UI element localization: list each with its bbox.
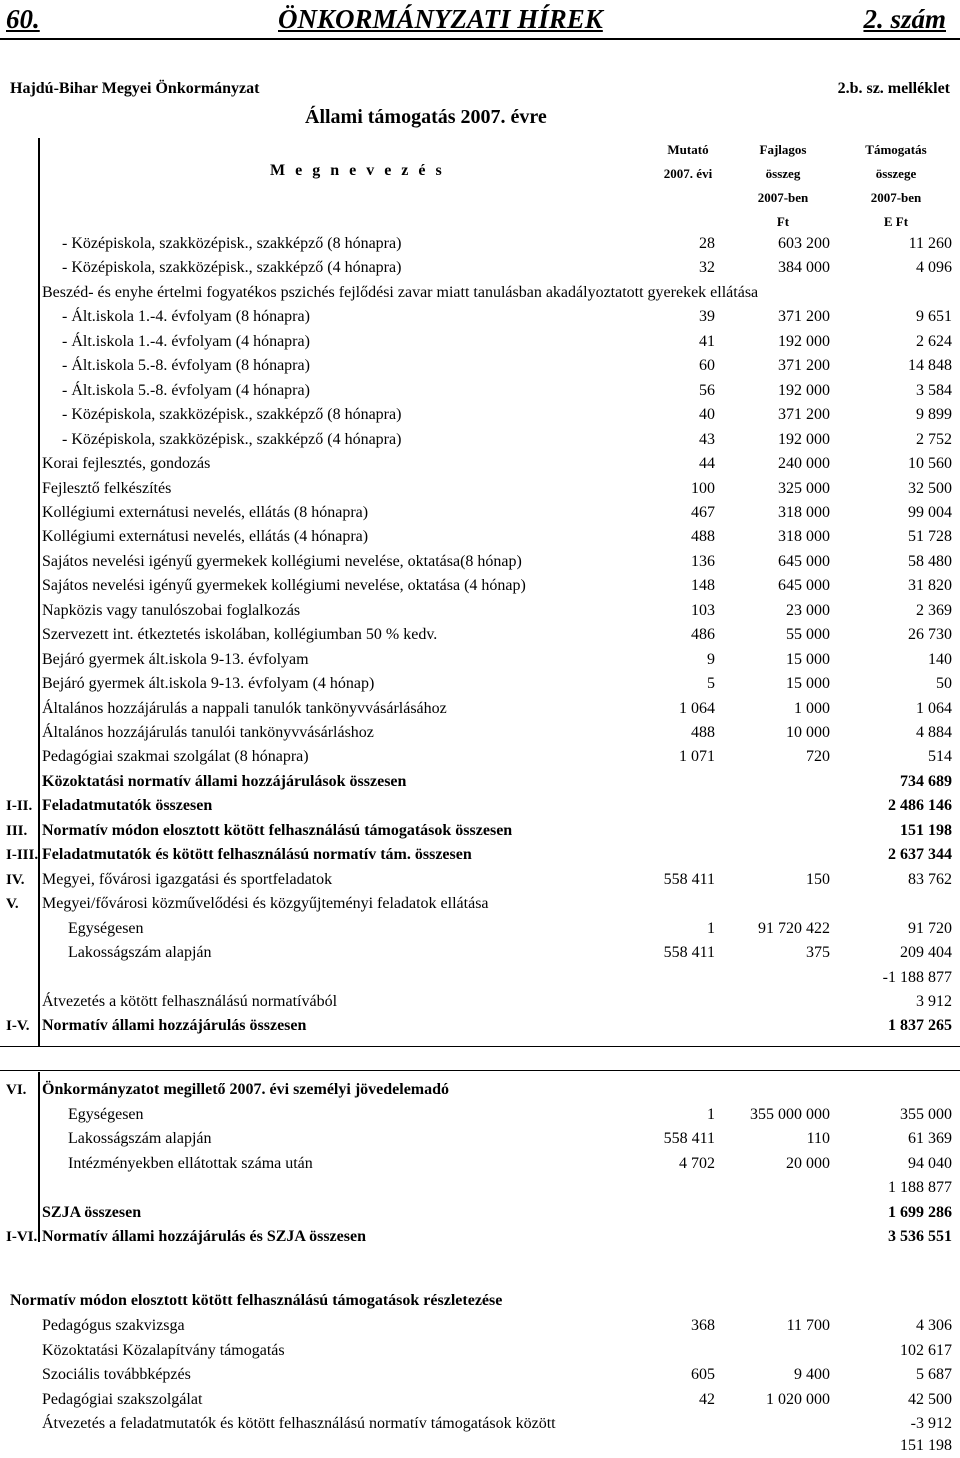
indicator-value: 605 [691,1366,715,1383]
row-label: - Ált.iskola 5.-8. évfolyam (8 hónapra) [62,357,310,375]
table-row [0,1339,960,1363]
table-row [0,452,960,476]
support-value: 102 617 [900,1341,952,1359]
support-value: 83 762 [908,870,952,888]
table-row [0,1363,960,1387]
table-row [0,1412,960,1436]
support-value: 140 [928,650,952,668]
header-rule [0,38,960,40]
row-label: SZJA összesen [42,1203,142,1221]
row-code: V. [6,896,19,913]
unit-amount-value: 192 000 [778,430,830,448]
indicator-value: 32 [699,259,715,277]
page-number: 60. [6,4,40,34]
row-label: Megyei, fővárosi igazgatási és sportfeladatok [42,870,333,888]
table-row [0,648,960,672]
indicator-value: 43 [699,430,715,448]
row-label: - Középiskola, szakközépisk., szakképző (4 hónapra) [62,430,402,448]
table-row [0,770,960,794]
table-row [0,990,960,1014]
table-row [0,501,960,525]
table-row [0,745,960,769]
page-header [0,0,960,38]
breakdown-total-value: 151 198 [900,1437,952,1454]
table-row [0,305,960,329]
table-row [0,966,960,990]
support-value: 1 699 286 [888,1203,952,1221]
table-row [0,574,960,598]
row-label: Normatív állami hozzájárulás és SZJA összesen [42,1228,366,1245]
column-header-support-line2: összege [875,166,917,181]
support-value: -1 188 877 [882,968,952,986]
column-header-support-line3: 2007-ben [870,190,922,205]
table-row [0,403,960,427]
row-label: Intézményekben ellátottak száma után [68,1154,313,1172]
row-code: IV. [6,871,25,888]
row-label: Egységesen [68,919,144,937]
indicator-value: 42 [699,1390,715,1408]
table-row [0,232,960,256]
table-row [0,550,960,574]
table-row [0,892,960,916]
unit-amount-value: 11 700 [786,1317,830,1334]
support-value: 50 [936,675,952,693]
table-row [0,794,960,818]
unit-amount-value: 15 000 [786,675,830,693]
support-value: 10 560 [908,455,952,473]
indicator-value: 1 071 [679,748,715,766]
row-label: Közoktatási normatív állami hozzájárulások összesen [42,772,407,790]
support-value: 26 730 [908,626,952,644]
row-label: Egységesen [68,1105,144,1123]
support-value: 9 899 [916,406,952,424]
row-label: - Ált.iskola 1.-4. évfolyam (8 hónapra) [62,308,310,326]
unit-amount-value: 355 000 000 [750,1105,830,1123]
row-label: - Középiskola, szakközépisk., szakképző (8 hónapra) [62,406,402,424]
row-label: Átvezetés a kötött felhasználású normatívából [42,992,338,1010]
support-value: 734 689 [900,772,952,790]
unit-amount-value: 240 000 [778,455,830,473]
unit-amount-value: 9 400 [794,1366,830,1383]
indicator-value: 9 [707,650,715,668]
row-label: Feladatmutatók és kötött felhasználású normatív tám. összesen [42,846,472,864]
unit-amount-value: 192 000 [778,381,830,399]
row-label: Megyei/fővárosi közművelődési és közgyűjteményi feladatok ellátása [42,895,489,913]
issue-number: 2. szám [863,4,946,34]
support-value: 4 884 [916,724,952,741]
table-row [0,477,960,501]
table-row [0,819,960,843]
support-value: 2 624 [916,332,952,350]
row-label: Szociális továbbképzés [42,1366,191,1383]
table-row [0,354,960,378]
support-value: 14 848 [908,357,952,375]
column-header-unit-amount [738,138,828,234]
unit-amount-value: 110 [806,1130,830,1147]
support-value: 5 687 [916,1366,952,1383]
table-bottom-rule [0,1046,960,1047]
column-header-support [842,138,950,234]
support-value: 4 096 [916,259,952,277]
unit-amount-value: 371 200 [778,308,830,326]
row-label: Sajátos nevelési igényű gyermekek kollégiumi nevelése, oktatása (4 hónap) [42,577,526,595]
support-value: 209 404 [900,944,952,962]
indicator-value: 488 [691,528,715,546]
unit-amount-value: 375 [806,944,830,962]
indicator-value: 56 [699,381,715,399]
unit-amount-value: 20 000 [786,1154,830,1172]
column-header-support-line4: E Ft [883,214,909,229]
breakdown-title: Normatív módon elosztott kötött felhasználású támogatások részletezése [10,1292,503,1309]
indicator-value: 558 411 [663,870,715,888]
indicator-value: 558 411 [663,1130,715,1147]
indicator-value: 1 [707,919,715,937]
indicator-value: 44 [699,455,715,473]
unit-amount-value: 371 200 [778,357,830,375]
row-label: Sajátos nevelési igényű gyermekek kollégiumi nevelése, oktatása(8 hónap) [42,552,522,570]
unit-amount-value: 15 000 [786,650,830,668]
table-row [0,1314,960,1338]
indicator-value: 103 [691,601,715,619]
row-code: VI. [6,1082,27,1098]
table-row [0,697,960,721]
unit-amount-value: 55 000 [786,626,830,644]
table-row [0,379,960,403]
support-value: 99 004 [908,503,952,521]
unit-amount-value: 1 020 000 [766,1390,830,1408]
indicator-value: 558 411 [663,944,715,962]
unit-amount-value: 325 000 [778,479,830,497]
column-header-indicator [648,138,728,186]
indicator-value: 1 064 [679,699,715,717]
row-label: Általános hozzájárulás tanulói tankönyvvásárláshoz [42,724,374,741]
row-label: Átvezetés a feladatmutatók és kötött felhasználású normatív támogatások között [42,1415,556,1432]
institution-name: Hajdú-Bihar Megyei Önkormányzat [10,80,260,97]
indicator-value: 467 [691,503,715,521]
row-label: - Középiskola, szakközépisk., szakképző (4 hónapra) [62,259,402,277]
row-label: Kollégiumi externátusi nevelés, ellátás (4 hónapra) [42,528,369,546]
support-value: 1 837 265 [888,1017,952,1035]
support-value: 4 306 [916,1317,952,1334]
breakdown-total-row [0,1434,960,1458]
row-label: Pedagógus szakvizsga [42,1317,185,1334]
table-row [0,1103,960,1127]
table-row [0,1078,960,1102]
table-row [0,941,960,965]
indicator-value: 488 [691,724,715,741]
column-header-indicator-line1: Mutató [667,142,709,157]
support-value: 31 820 [908,577,952,595]
indicator-value: 368 [691,1317,715,1334]
unit-amount-value: 603 200 [778,235,830,252]
indicator-value: 39 [699,308,715,326]
support-value: 151 198 [900,821,952,839]
row-code: I-VI. [6,1229,38,1245]
column-header-support-line1: Támogatás [865,142,927,157]
table-row [0,721,960,745]
row-label: - Középiskola, szakközépisk., szakképző (8 hónapra) [62,235,402,252]
unit-amount-value: 192 000 [778,332,830,350]
support-value: 61 369 [908,1130,952,1147]
column-header-unit-line3: 2007-ben [757,190,809,205]
row-label: Általános hozzájárulás a nappali tanulók tankönyvvásárlásához [42,699,447,717]
unit-amount-value: 720 [806,748,830,766]
table-row [0,525,960,549]
row-label: Közoktatási Közalapítvány támogatás [42,1341,285,1359]
support-value: 94 040 [908,1154,952,1172]
row-label: Önkormányzatot megillető 2007. évi személyi jövedelemadó [42,1081,450,1098]
support-value: 3 536 551 [888,1228,952,1245]
row-label: - Ált.iskola 1.-4. évfolyam (4 hónapra) [62,332,310,350]
row-label: Lakosságszám alapján [68,1130,212,1147]
table-row [0,1201,960,1225]
table-row [0,599,960,623]
row-label: Fejlesztő felkészítés [42,479,172,497]
table-row [0,330,960,354]
column-header-unit-line4: Ft [776,214,790,229]
unit-amount-value: 318 000 [778,528,830,546]
unit-amount-value: 645 000 [778,552,830,570]
unit-amount-value: 384 000 [778,259,830,277]
indicator-value: 41 [699,332,715,350]
document-title: Állami támogatás 2007. évre [305,106,547,128]
support-value: 1 188 877 [888,1179,952,1196]
table-row [0,428,960,452]
support-value: 32 500 [908,479,952,497]
row-code: I-III. [6,847,39,864]
row-label: Pedagógiai szakszolgálat [42,1390,203,1408]
indicator-value: 486 [691,626,715,644]
support-value: -3 912 [910,1415,952,1432]
publication-title: ÖNKORMÁNYZATI HÍREK [278,4,603,34]
row-label: Bejáró gyermek ált.iskola 9-13. évfolyam [42,650,309,668]
support-value: 1 064 [916,699,952,717]
unit-amount-value: 371 200 [778,406,830,424]
unit-amount-value: 150 [806,870,830,888]
column-header-unit-line1: Fajlagos [759,142,807,157]
support-value: 91 720 [908,919,952,937]
support-value: 42 500 [908,1390,952,1408]
table-row [0,843,960,867]
unit-amount-value: 91 720 422 [758,919,830,937]
indicator-value: 5 [707,675,715,693]
indicator-value: 60 [699,357,715,375]
table-row [0,1388,960,1412]
row-label: Feladatmutatók összesen [42,797,213,815]
table-row [0,623,960,647]
indicator-value: 4 702 [679,1154,715,1172]
table-row [0,672,960,696]
unit-amount-value: 10 000 [786,724,830,741]
attachment-label: 2.b. sz. melléklet [837,80,950,97]
row-label: Beszéd- és enyhe értelmi fogyatékos pszichés fejlődési zavar miatt tanulásban akadályoztatott gyerekek ellátása [42,283,759,301]
indicator-value: 40 [699,406,715,424]
row-label: Szervezett int. étkeztetés iskolában, kollégiumban 50 % kedv. [42,626,438,644]
unit-amount-value: 1 000 [794,699,830,717]
support-value: 9 651 [916,308,952,326]
column-header-unit-line2: összeg [765,166,801,181]
row-label: Normatív állami hozzájárulás összesen [42,1017,307,1035]
support-value: 2 752 [916,430,952,448]
table-row [0,1014,960,1038]
support-value: 3 912 [916,992,952,1010]
table-row [0,868,960,892]
table-row [0,256,960,280]
row-label: Korai fejlesztés, gondozás [42,455,211,473]
row-label: Napközis vagy tanulószobai foglalkozás [42,601,301,619]
row-code: I-II. [6,798,33,815]
column-header-name: M e g n e v e z é s [270,162,445,179]
support-value: 51 728 [908,528,952,546]
row-label: Kollégiumi externátusi nevelés, ellátás (8 hónapra) [42,503,369,521]
column-header-indicator-line2: 2007. évi [663,166,713,181]
row-label: Bejáró gyermek ált.iskola 9-13. évfolyam (4 hónap) [42,675,375,693]
unit-amount-value: 318 000 [778,503,830,521]
support-value: 11 260 [908,235,952,252]
support-value: 2 369 [916,601,952,619]
indicator-value: 28 [699,235,715,252]
table2-top-rule [0,1070,960,1071]
row-label: - Ált.iskola 5.-8. évfolyam (4 hónapra) [62,381,310,399]
support-value: 355 000 [900,1105,952,1123]
support-value: 3 584 [916,381,952,399]
indicator-value: 100 [691,479,715,497]
table-row [0,281,960,305]
support-value: 2 486 146 [888,797,952,815]
unit-amount-value: 645 000 [778,577,830,595]
indicator-value: 1 [707,1105,715,1123]
indicator-value: 148 [691,577,715,595]
row-code: I-V. [6,1018,30,1035]
support-value: 58 480 [908,552,952,570]
row-label: Normatív módon elosztott kötött felhasználású támogatások összesen [42,821,513,839]
table-row [0,1225,960,1249]
table-row [0,917,960,941]
table-row [0,1152,960,1176]
row-label: Lakosságszám alapján [68,944,212,962]
unit-amount-value: 23 000 [786,601,830,619]
indicator-value: 136 [691,552,715,570]
support-value: 2 637 344 [888,846,952,864]
support-value: 514 [928,748,952,766]
table-row [0,1176,960,1200]
table-row [0,1127,960,1151]
row-code: III. [6,822,28,839]
row-label: Pedagógiai szakmai szolgálat (8 hónapra) [42,748,309,766]
